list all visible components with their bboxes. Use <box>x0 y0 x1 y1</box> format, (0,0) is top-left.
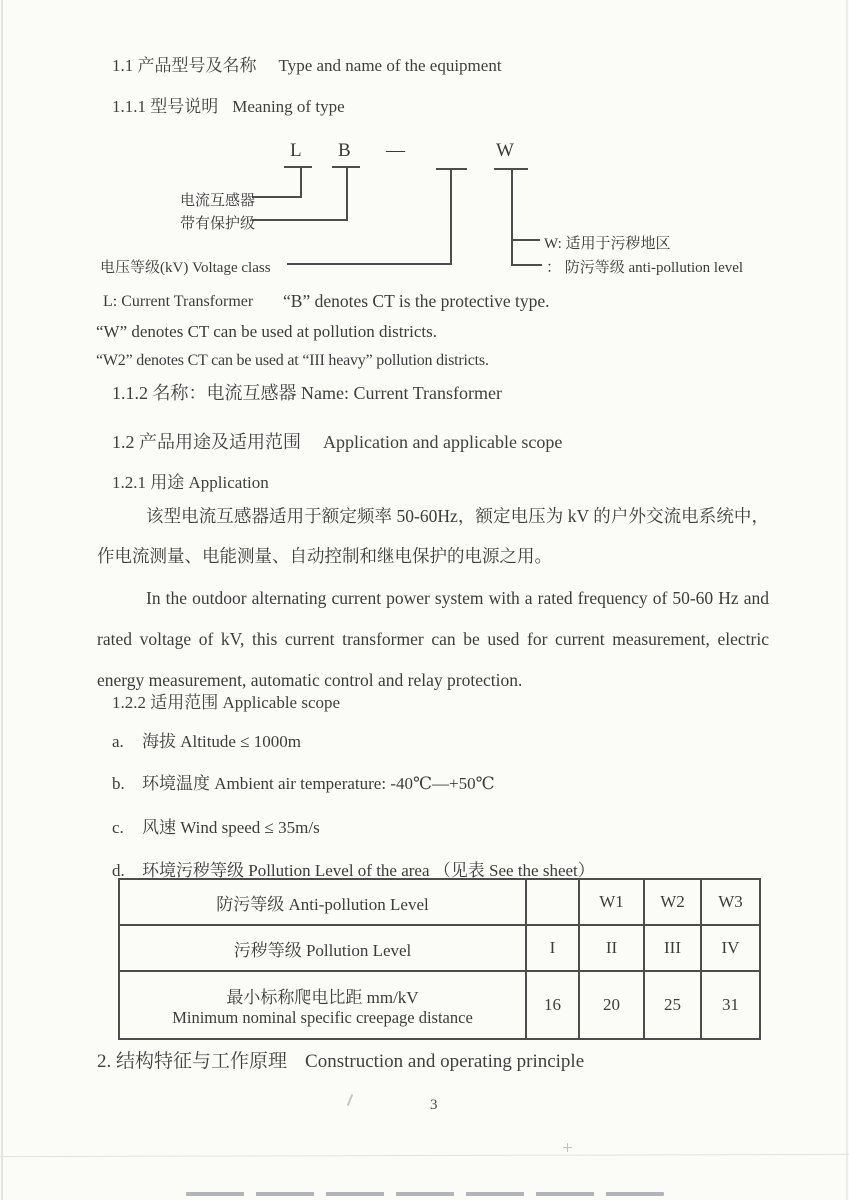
scope-item-d-text: 环境污秽等级 Pollution Level of the area （见表 See the sheet） <box>142 861 595 880</box>
scan-plus-artifact <box>567 1143 568 1152</box>
diagram-label-protective-class: 带有保护级 <box>180 216 256 232</box>
scope-item-b-marker: b. <box>112 774 125 793</box>
heading-1-2-2: 1.2.2 适用范围 Applicable scope <box>112 693 341 712</box>
heading-2-en: Construction and operating principle <box>305 1051 585 1072</box>
application-paragraph-en: In the outdoor alternating current power system with a rated frequency of 50-60 Hz and rated voltage of kV, this current transformer can be used for current measurement, electric energy measurement, automatic control and relay protection. <box>97 588 769 690</box>
heading-1-1-cn: 1.1 产品型号及名称 <box>112 56 257 75</box>
application-paragraph-cn: 该型电流互感器适用于额定频率 50-60Hz，额定电压为 kV 的户外交流电系统中，作电流测量、电能测量、自动控制和继电保护的电源之用。 <box>97 506 769 566</box>
connector-v-w <box>511 168 513 266</box>
table-cell: III <box>644 925 701 971</box>
note-w2-pollution: “W2” denotes CT can be used at “III heavy” pollution districts. <box>96 352 489 369</box>
heading-1-1-1-cn: 1.1.1 型号说明 <box>112 97 219 116</box>
table-cell: W3 <box>701 879 760 925</box>
heading-1-2-cn: 1.2 产品用途及适用范围 <box>112 432 301 452</box>
scope-item-c-text: 风速 Wind speed ≤ 35m/s <box>142 818 320 837</box>
heading-1-1-en: Type and name of the equipment <box>278 56 502 75</box>
connector-v-voltage <box>450 168 452 265</box>
scan-bottom-edge-dashes <box>186 1192 664 1196</box>
connector-h-anti <box>511 264 542 266</box>
scope-item-b <box>112 769 495 794</box>
type-letter-w: W <box>496 140 514 161</box>
table-cell-creepage-label <box>119 971 526 1039</box>
scope-item-c-marker: c. <box>112 818 124 837</box>
scope-item-d-marker: d. <box>112 861 125 880</box>
table-row <box>119 925 760 971</box>
table-cell: W2 <box>644 879 701 925</box>
heading-1-2 <box>112 428 562 454</box>
heading-1-1-1 <box>112 92 345 117</box>
table-cell <box>526 879 579 925</box>
table-cell: 16 <box>526 971 579 1039</box>
connector-h-voltage <box>287 263 451 265</box>
table-cell: I <box>526 925 579 971</box>
diagram-label-voltage-class: 电压等级(kV) Voltage class <box>100 260 271 276</box>
table-row <box>119 879 760 925</box>
scope-item-a <box>112 727 301 752</box>
scope-item-c <box>112 813 320 838</box>
scope-item-a-text: 海拔 Altitude ≤ 1000m <box>142 732 302 751</box>
note-w-pollution: “W” denotes CT can be used at pollution districts. <box>96 322 438 341</box>
scope-item-a-marker: a. <box>112 732 124 751</box>
underline-l <box>284 166 312 168</box>
scope-item-b-text: 环境温度 Ambient air temperature: -40℃—+50℃ <box>142 774 495 793</box>
scan-fold-line <box>0 1154 849 1157</box>
creepage-label-en: Minimum nominal specific creepage distance <box>172 1007 473 1027</box>
table-cell-anti-pollution-label: 防污等级 Anti-pollution Level <box>119 879 526 925</box>
heading-1-2-en: Application and applicable scope <box>323 432 563 452</box>
type-letter-l: L <box>290 140 302 161</box>
heading-1-1-1-en: Meaning of type <box>232 97 345 116</box>
diagram-label-anti-pollution: ： 防污等级 anti-pollution level <box>546 260 744 276</box>
scan-slash-artifact <box>347 1094 353 1106</box>
creepage-label-cn: 最小标称爬电比距 mm/kV <box>226 987 419 1007</box>
scan-right-edge-line <box>846 0 848 1200</box>
connector-v-l <box>300 166 302 198</box>
heading-2-cn: 2. 结构特征与工作原理 <box>97 1051 288 1072</box>
scan-left-edge-line <box>1 0 3 1200</box>
diagram-label-w-pollution: W: 适用于污秽地区 <box>544 236 671 252</box>
heading-1-1 <box>112 51 502 76</box>
table-cell: W1 <box>579 879 644 925</box>
type-dash: — <box>386 140 405 161</box>
table-cell-pollution-label: 污秽等级 Pollution Level <box>119 925 526 971</box>
pollution-level-table <box>118 878 761 1040</box>
heading-2 <box>97 1046 584 1073</box>
note-b-protective: “B” denotes CT is the protective type. <box>283 291 550 311</box>
heading-1-2-1: 1.2.1 用途 Application <box>112 473 269 492</box>
table-cell: 25 <box>644 971 701 1039</box>
table-row <box>119 971 760 1039</box>
connector-h-w <box>511 239 540 241</box>
table-cell: II <box>579 925 644 971</box>
connector-v-b <box>346 166 348 221</box>
table-cell: 31 <box>701 971 760 1039</box>
connector-h-l <box>252 196 302 198</box>
heading-1-1-2: 1.1.2 名称：电流互感器 Name: Current Transformer <box>112 383 502 403</box>
note-l-current-transformer: L: Current Transformer <box>103 293 254 310</box>
diagram-label-current-transformer: 电流互感器 <box>180 193 256 209</box>
type-letter-b: B <box>338 140 351 161</box>
connector-h-b <box>252 219 347 221</box>
table-cell: IV <box>701 925 760 971</box>
page-number: 3 <box>430 1097 438 1113</box>
table-cell: 20 <box>579 971 644 1039</box>
